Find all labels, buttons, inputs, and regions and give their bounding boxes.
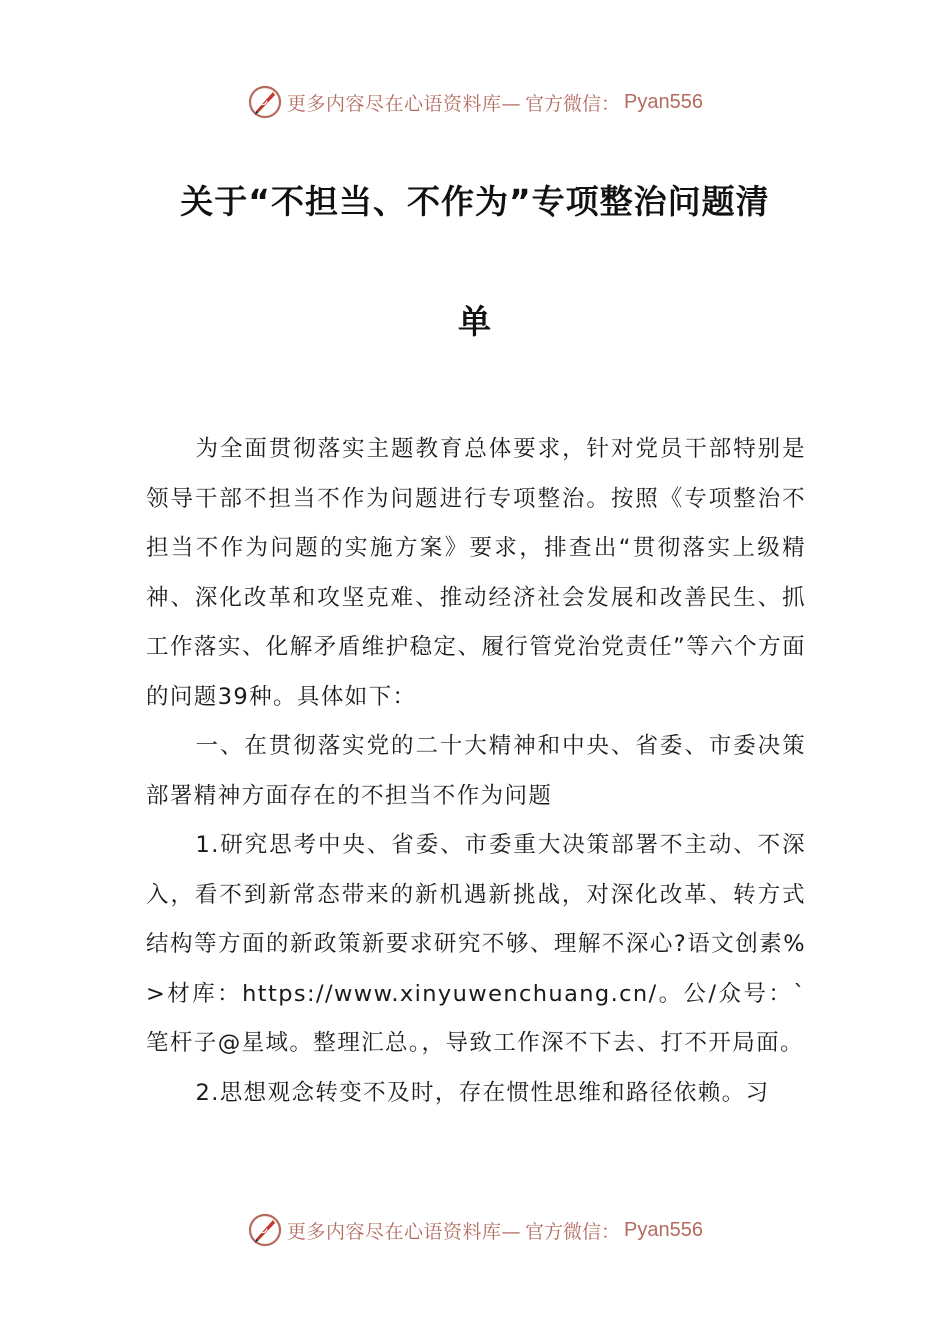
document-title-line-2: 单 [458,302,492,341]
header-banner [0,82,950,122]
document-body [146,425,806,1118]
footer-banner-wechat-handle: Pyan556 [624,1218,703,1241]
document-title-line-1: 关于“不担当、不作为”专项整治问题清 [180,182,770,221]
footer-banner-wechat-label: 官方微信： [525,1220,621,1243]
intro-paragraph: 为全面贯彻落实主题教育总体要求，针对党员干部特别是领导干部不担当不作为问题进行专项整治。按照《专项整治不担当不作为问题的实施方案》要求，排查出“贯彻落实上级精神、深化改革和攻坚克难、推动经济社会发展和改善民生、抓工作落实、化解矛盾维护稳定、履行管党治党责任”等六个方面的问题39种。具体如下： [146,436,806,710]
section-heading-1: 一、在贯彻落实党的二十大精神和中央、省委、市委决策部署精神方面存在的不担当不作为问题 [146,733,806,809]
banner-wechat-label: 官方微信： [525,92,621,115]
list-item-2: 2.思想观念转变不及时，存在惯性思维和路径依赖。习 [195,1079,770,1106]
quill-pen-logo-icon [247,84,283,120]
list-item-1: 1.研究思考中央、省委、市委重大决策部署不主动、不深入，看不到新常态带来的新机遇新挑战，对深化改革、转方式结构等方面的新政策新要求研究不够、理解不深心?语文创素%>材库：https://www.xinyuwenchuang.cn/。公/众号：`笔杆子@星域。整理汇总。，导致工作深不下去、打不开局面。 [146,832,806,1056]
quill-pen-logo-icon [247,1212,283,1248]
banner-wechat-handle: Pyan556 [624,90,703,113]
footer-banner-text: 更多内容尽在心语资料库— [287,1220,522,1243]
banner-text: 更多内容尽在心语资料库— [287,92,522,115]
footer-banner [0,1210,950,1250]
